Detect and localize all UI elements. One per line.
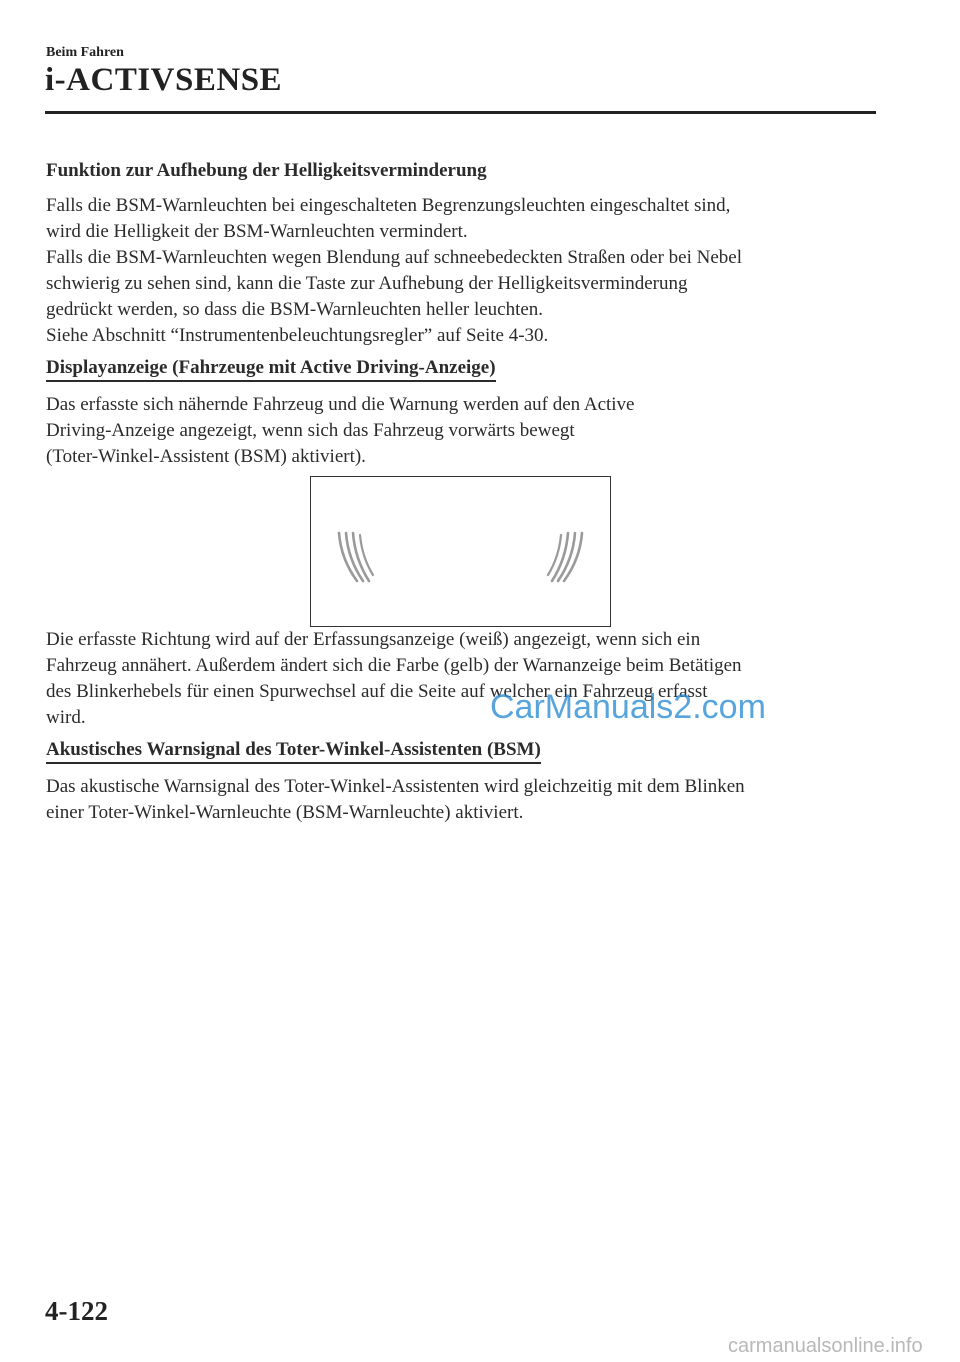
text-line: Das erfasste sich nähernde Fahrzeug und die Warnung werden auf den Active — [46, 394, 635, 415]
bsm-right-arc-icon — [548, 533, 582, 581]
text-line: wird. — [46, 707, 86, 728]
text-line: Fahrzeug annähert. Außerdem ändert sich die Farbe (gelb) der Warnanzeige beim Betätigen — [46, 655, 742, 676]
heading-brightness-cancel: Funktion zur Aufhebung der Helligkeitsverminderung — [46, 160, 487, 181]
text-line: Die erfasste Richtung wird auf der Erfassungsanzeige (weiß) angezeigt, wenn sich ein — [46, 629, 701, 650]
heading-display-indication: Displayanzeige (Fahrzeuge mit Active Driving-Anzeige) — [46, 357, 496, 382]
page-number: 4-122 — [45, 1296, 108, 1326]
paragraph-brightness — [46, 193, 886, 349]
text-line: schwierig zu sehen sind, kann die Taste zur Aufhebung der Helligkeitsverminderung — [46, 273, 688, 294]
display-illustration — [311, 477, 610, 626]
section-title: i-ACTIVSENSE — [45, 62, 283, 98]
text-line: Falls die BSM-Warnleuchten wegen Blendung auf schneebedeckten Straßen oder bei Nebel — [46, 247, 742, 268]
chapter-label: Beim Fahren — [46, 45, 124, 60]
heading-acoustic-warning: Akustisches Warnsignal des Toter-Winkel-Assistenten (BSM) — [46, 739, 541, 764]
active-driving-display-figure — [310, 476, 611, 627]
paragraph-display-intro — [46, 392, 886, 470]
text-line: gedrückt werden, so dass die BSM-Warnleuchten heller leuchten. — [46, 299, 544, 320]
text-line: (Toter-Winkel-Assistent (BSM) aktiviert). — [46, 446, 366, 467]
paragraph-acoustic-warning — [46, 774, 886, 826]
text-line: Falls die BSM-Warnleuchten bei eingeschalteten Begrenzungsleuchten eingeschaltet sind, — [46, 195, 731, 216]
text-line: Siehe Abschnitt “Instrumentenbeleuchtungsregler” auf Seite 4-30. — [46, 325, 549, 346]
text-line: Das akustische Warnsignal des Toter-Winkel-Assistenten wird gleichzeitig mit dem Blinken — [46, 776, 745, 797]
footer-url: carmanualsonline.info — [728, 1335, 923, 1357]
bsm-left-arc-icon — [339, 533, 373, 581]
text-line: des Blinkerhebels für einen Spurwechsel auf die Seite auf welcher ein Fahrzeug erfasst — [46, 681, 708, 702]
watermark: CarManuals2.com — [490, 688, 766, 726]
text-line: einer Toter-Winkel-Warnleuchte (BSM-Warnleuchte) aktiviert. — [46, 802, 524, 823]
header-rule — [45, 111, 876, 114]
text-line: wird die Helligkeit der BSM-Warnleuchten vermindert. — [46, 221, 468, 242]
text-line: Driving-Anzeige angezeigt, wenn sich das Fahrzeug vorwärts bewegt — [46, 420, 575, 441]
page-content — [46, 160, 886, 834]
